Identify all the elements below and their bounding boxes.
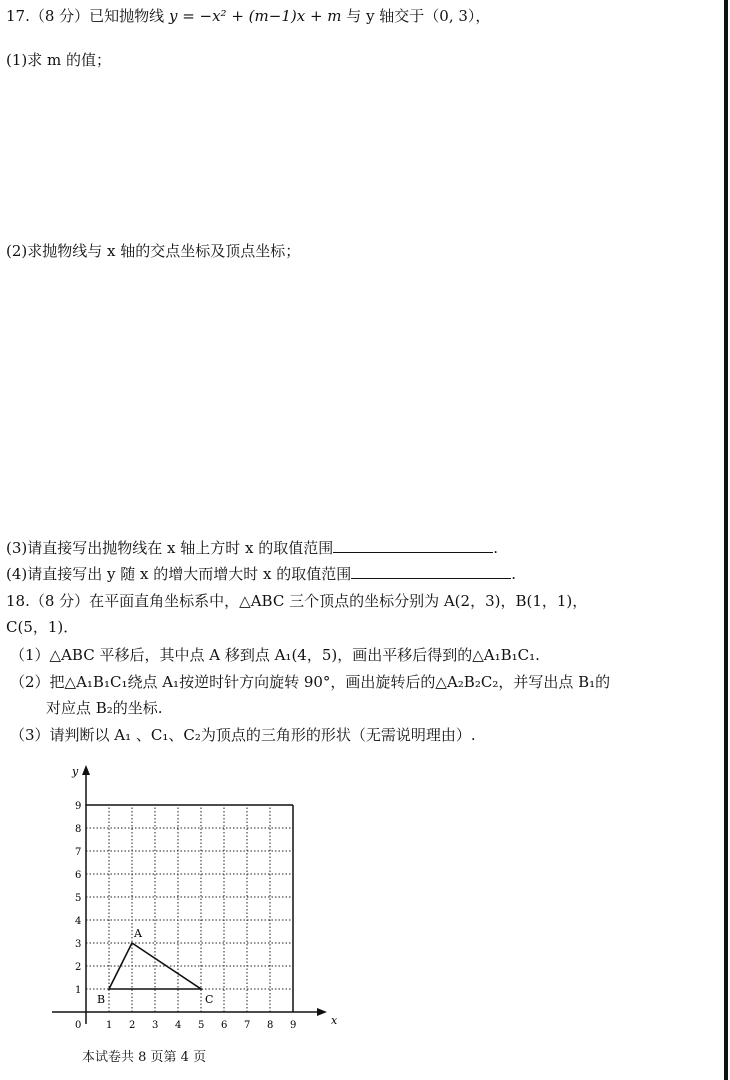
answer-blank [333, 538, 493, 553]
y-tick-label: 3 [75, 939, 82, 950]
q17-part3-text: (3)请直接写出抛物线在 x 轴上方时 x 的取值范围 [6, 539, 334, 557]
x-tick-label: 9 [290, 1020, 297, 1031]
q17-part4-text: (4)请直接写出 y 随 x 的增大而增大时 x 的取值范围 [6, 565, 352, 583]
q17-part3-period: . [493, 539, 499, 557]
origin-label: 0 [75, 1020, 82, 1031]
y-tick-label: 2 [75, 962, 82, 973]
page-border-right [724, 0, 728, 1080]
q18-part1: （1）△ABC 平移后，其中点 A 移到点 A₁(4，5)，画出平移后得到的△A₁B₁C₁. [10, 646, 540, 664]
q18-part2-cont: 对应点 B₂的坐标. [46, 699, 163, 717]
q18-part3: （3）请判断以 A₁ 、C₁、C₂为顶点的三角形的形状（无需说明理由）. [10, 726, 476, 744]
q17-label: 17.（8 分）已知抛物线 [6, 7, 165, 25]
y-tick-label: 9 [75, 801, 82, 812]
x-axis-arrow-icon [317, 1008, 327, 1016]
y-axis-label: y [72, 765, 79, 778]
q17-part1: (1)求 m 的值； [6, 51, 112, 69]
x-tick-label: 5 [198, 1020, 205, 1031]
page-footer: 本试卷共 8 页第 4 页 [82, 1050, 207, 1065]
q17-equation: y = −x² + (m−1)x + m [168, 7, 342, 25]
x-tick-label: 6 [221, 1020, 228, 1031]
q18-header-cont: C(5，1)． [6, 618, 79, 636]
y-axis-arrow-icon [82, 765, 90, 775]
q17-part2: (2)求抛物线与 x 轴的交点坐标及顶点坐标； [6, 242, 301, 260]
coordinate-plane [40, 752, 350, 1042]
vertex-label-c: C [205, 993, 214, 1006]
x-tick-label: 1 [106, 1020, 113, 1031]
y-tick-label: 8 [75, 824, 82, 835]
y-tick-label: 7 [75, 847, 82, 858]
coordinate-grid [40, 752, 350, 1046]
y-tick-label: 1 [75, 985, 82, 996]
q18-part2: （2）把△A₁B₁C₁绕点 A₁按逆时针方向旋转 90°，画出旋转后的△A₂B₂C₂，并写出点 B₁的 [10, 673, 611, 691]
x-tick-label: 3 [152, 1020, 159, 1031]
q17-part4-period: . [511, 565, 517, 583]
x-tick-label: 7 [244, 1020, 251, 1031]
y-tick-label: 6 [75, 870, 82, 881]
x-tick-label: 2 [129, 1020, 136, 1031]
vertex-label-b: B [97, 993, 106, 1006]
answer-blank [351, 564, 511, 579]
y-tick-label: 5 [75, 893, 82, 904]
q18-header: 18.（8 分）在平面直角坐标系中，△ABC 三个顶点的坐标分别为 A(2，3)，B(1，1)， [6, 592, 588, 610]
q17-header [6, 6, 490, 26]
q17-part3 [6, 538, 498, 558]
x-axis-label: x [331, 1014, 338, 1027]
y-tick-label: 4 [75, 916, 82, 927]
x-tick-label: 4 [175, 1020, 182, 1031]
vertex-label-a: A [134, 927, 142, 940]
q17-part4 [6, 564, 516, 584]
x-tick-label: 8 [267, 1020, 274, 1031]
q17-tail: 与 y 轴交于（0, 3）， [346, 7, 491, 25]
